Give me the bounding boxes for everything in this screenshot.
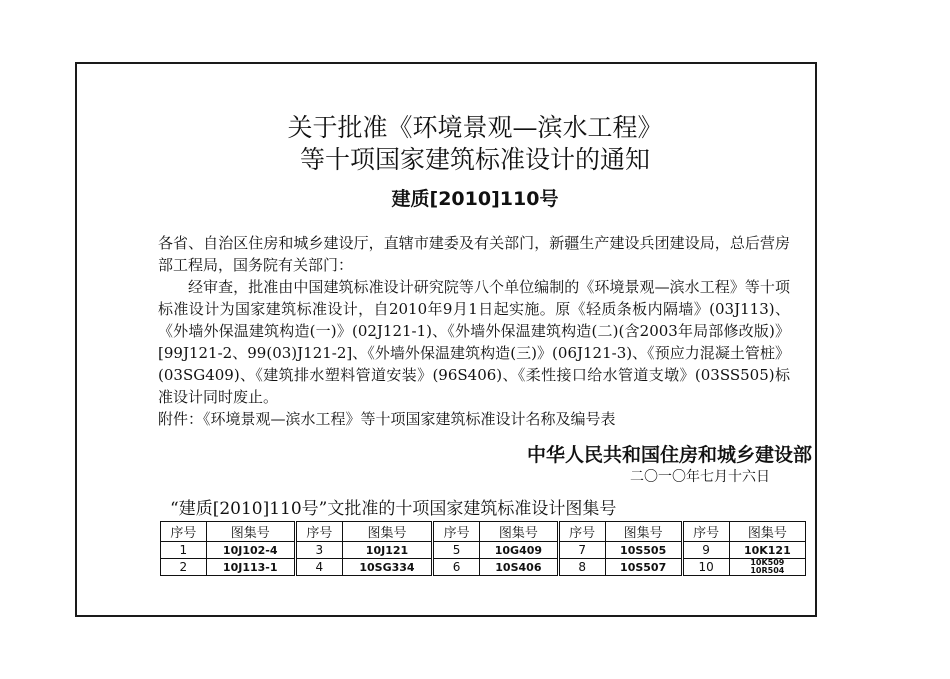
- cell-code: 10S406: [480, 559, 558, 576]
- header-seq: 序号: [433, 522, 480, 542]
- cell-seq: 9: [682, 542, 729, 559]
- cell-code: 10J121: [342, 542, 432, 559]
- cell-code: 10J113-1: [206, 559, 295, 576]
- cell-code: 10G409: [480, 542, 558, 559]
- attachment-line: 附件：《环境景观—滨水工程》等十项国家建筑标准设计名称及编号表: [158, 410, 616, 428]
- cell-seq: 3: [295, 542, 342, 559]
- cell-code-stacked: [729, 559, 805, 576]
- cell-code: 10S507: [605, 559, 682, 576]
- header-seq: 序号: [682, 522, 729, 542]
- table-title: “建质[2010]110号”文批准的十项国家建筑标准设计图集号: [170, 499, 617, 519]
- header-seq: 序号: [161, 522, 207, 542]
- cell-code: 10K121: [729, 542, 805, 559]
- header-code: 图集号: [206, 522, 295, 542]
- table-row: [161, 542, 806, 559]
- document-number: 建质[2010]110号: [391, 188, 559, 210]
- table-row: [161, 559, 806, 576]
- cell-seq: 7: [558, 542, 605, 559]
- table-header-row: [161, 522, 806, 542]
- header-seq: 序号: [295, 522, 342, 542]
- notice-title-line1: 关于批准《环境景观—滨水工程》: [287, 113, 663, 142]
- header-code: 图集号: [480, 522, 558, 542]
- cell-code: 10SG334: [342, 559, 432, 576]
- header-code: 图集号: [605, 522, 682, 542]
- cell-seq: 5: [433, 542, 480, 559]
- notice-title-line2: 等十项国家建筑标准设计的通知: [299, 145, 650, 174]
- cell-code: 10S505: [605, 542, 682, 559]
- cell-seq: 10: [682, 559, 729, 576]
- cell-seq: 6: [433, 559, 480, 576]
- header-seq: 序号: [558, 522, 605, 542]
- salutation: 各省、自治区住房和城乡建设厅，直辖市建委及有关部门，新疆生产建设兵团建设局，总后营房部工程局，国务院有关部门：: [158, 234, 790, 274]
- notice-body: [158, 232, 790, 430]
- cell-code-b: 10R504: [750, 566, 785, 575]
- cell-seq: 2: [161, 559, 207, 576]
- standards-table: [160, 521, 806, 576]
- header-code: 图集号: [729, 522, 805, 542]
- cell-code-a: 10K509: [750, 558, 785, 567]
- cell-seq: 1: [161, 542, 207, 559]
- issuer-name: 中华人民共和国住房和城乡建设部: [526, 444, 812, 466]
- cell-seq: 4: [295, 559, 342, 576]
- cell-seq: 8: [558, 559, 605, 576]
- cell-code: 10J102-4: [206, 542, 295, 559]
- issue-date: 二〇一〇年七月十六日: [630, 469, 770, 485]
- header-code: 图集号: [342, 522, 432, 542]
- approval-paragraph: 经审查，批准由中国建筑标准设计研究院等八个单位编制的《环境景观—滨水工程》等十项标准设计为国家建筑标准设计，自2010年9月1日起实施。原《轻质条板内隔墙》(03J113)、《外墙外保温建筑构造(一)》(02J121-1)、《外墙外保温建筑构造(二)(含2003年局部修改版)》[99J121-2、99(03)J121-2]、《外墙外保温建筑构造(三)》(06J121-3)、《预应力混凝土管桩》(03SG409)、《建筑排水塑料管道安装》(96S406)、《柔性接口给水管道支墩》(03SS505)标准设计同时废止。: [158, 278, 790, 406]
